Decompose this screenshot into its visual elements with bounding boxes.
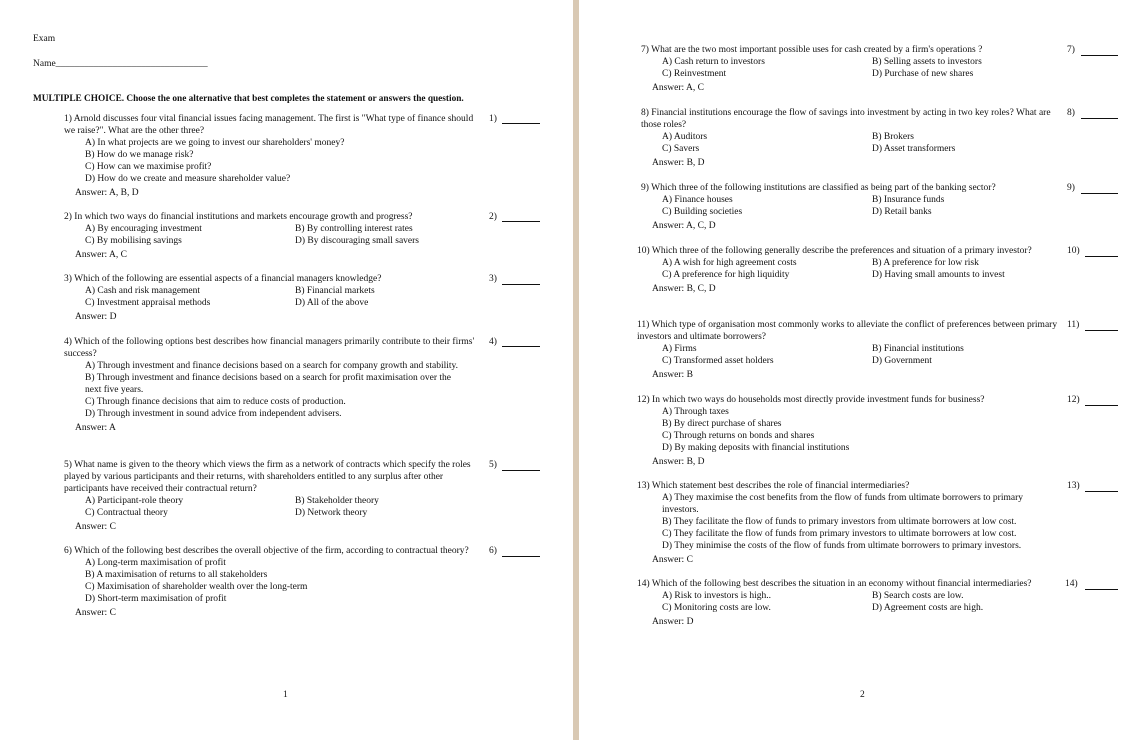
answer: Answer: D <box>75 312 117 322</box>
option-c: C) Building societies <box>662 207 743 217</box>
instructions: MULTIPLE CHOICE. Choose the one alternative that best completes the statement or answers the question. <box>33 94 464 104</box>
answer-blank[interactable] <box>1081 55 1118 56</box>
answer-blank[interactable] <box>502 556 540 557</box>
option-c: C) By mobilising savings <box>85 236 182 246</box>
answer-number: 10) <box>1067 246 1080 256</box>
question-9 <box>641 182 1061 232</box>
question-text: 8) Financial institutions encourage the flow of savings into investment by acting in two key roles? What are those roles? <box>641 108 1051 130</box>
question-14 <box>637 578 1061 628</box>
answer: Answer: C <box>75 608 116 618</box>
option-c: C) Reinvestment <box>662 69 727 79</box>
option-a: A) Risk to investors is high.. <box>662 591 771 601</box>
option-b: B) Through investment and finance decisions based on a search for profit maximisation over the next five years. <box>85 373 452 395</box>
answer-number: 1) <box>489 114 497 124</box>
option-b: B) Brokers <box>872 132 914 142</box>
answer: Answer: A, C <box>75 250 127 260</box>
question-text: 1) Arnold discusses four vital financial issues facing management. The first is "What type of finance should we raise?". What are the other three? <box>64 114 474 136</box>
option-c: C) They facilitate the flow of funds from primary investors to ultimate borrowers at low cost. <box>662 529 1017 539</box>
option-a: A) In what projects are we going to invest our shareholders' money? <box>85 138 345 148</box>
option-d: D) Retail banks <box>872 207 932 217</box>
option-b: B) By direct purchase of shares <box>662 419 782 429</box>
answer-blank[interactable] <box>1081 193 1118 194</box>
answer-blank[interactable] <box>1085 330 1118 331</box>
question-4 <box>64 336 476 434</box>
page-number: 1 <box>283 690 288 700</box>
option-b: B) A preference for low risk <box>872 258 979 268</box>
option-b: B) Insurance funds <box>872 195 945 205</box>
answer: Answer: B, C, D <box>652 284 716 294</box>
page-2 <box>579 0 1145 740</box>
answer-blank[interactable] <box>502 221 540 222</box>
answer-number: 2) <box>489 212 497 222</box>
answer: Answer: B <box>652 370 693 380</box>
option-d: D) Short-term maximisation of profit <box>85 594 227 604</box>
answer-number: 8) <box>1067 108 1075 118</box>
option-b: B) A maximisation of returns to all stakeholders <box>85 570 268 580</box>
option-a: A) Through investment and finance decisions based on a search for company growth and stability. <box>85 361 459 371</box>
answer-blank[interactable] <box>1085 589 1118 590</box>
question-13 <box>637 480 1061 566</box>
option-d: D) Agreement costs are high. <box>872 603 984 613</box>
option-d: D) Network theory <box>295 508 368 518</box>
option-a: A) Firms <box>662 344 697 354</box>
question-6 <box>64 545 476 619</box>
exam-title: Exam <box>33 34 56 44</box>
question-text: 7) What are the two most important possible uses for cash created by a firm's operations ? <box>641 45 983 55</box>
answer: Answer: A, C <box>652 83 704 93</box>
answer: Answer: A, C, D <box>652 221 716 231</box>
answer-number: 7) <box>1067 45 1075 55</box>
option-c: C) A preference for high liquidity <box>662 270 790 280</box>
option-b: B) Search costs are low. <box>872 591 964 601</box>
option-d: D) How do we create and measure shareholder value? <box>85 174 291 184</box>
question-text: 11) Which type of organisation most commonly works to alleviate the conflict of preferences between primary investors and ultimate borrowers? <box>637 320 1058 342</box>
option-d: D) By making deposits with financial institutions <box>662 443 850 453</box>
option-b: B) Stakeholder theory <box>295 496 379 506</box>
question-5 <box>64 459 476 533</box>
option-d: D) By discouraging small savers <box>295 236 420 246</box>
question-text: 12) In which two ways do households most directly provide investment funds for business? <box>637 395 985 405</box>
option-b: B) They facilitate the flow of funds to primary investors from ultimate borrowers at low cost. <box>662 517 1017 527</box>
option-c: C) Transformed asset holders <box>662 356 774 366</box>
question-text: 4) Which of the following options best describes how financial managers primarily contribute to their firms' success? <box>64 337 475 359</box>
answer-blank[interactable] <box>502 123 540 124</box>
option-c: C) Investment appraisal methods <box>85 298 211 308</box>
question-8 <box>641 107 1061 169</box>
option-d: D) Through investment in sound advice from independent advisers. <box>85 409 342 419</box>
answer-number: 13) <box>1067 481 1080 491</box>
answer: Answer: C <box>75 522 116 532</box>
option-c: C) Monitoring costs are low. <box>662 603 771 613</box>
question-text: 13) Which statement best describes the role of financial intermediaries? <box>637 481 910 491</box>
option-a: A) Auditors <box>662 132 708 142</box>
question-11 <box>637 319 1061 381</box>
option-a: A) Long-term maximisation of profit <box>85 558 226 568</box>
question-text: 6) Which of the following best describes the overall objective of the firm, according to contractual theory? <box>64 546 469 556</box>
option-d: D) Purchase of new shares <box>872 69 974 79</box>
answer-blank[interactable] <box>502 284 540 285</box>
option-c: C) Contractual theory <box>85 508 168 518</box>
question-12 <box>637 394 1061 468</box>
option-c: C) Savers <box>662 144 700 154</box>
option-a: A) Participant-role theory <box>85 496 184 506</box>
question-7 <box>641 44 1061 94</box>
option-a: A) Cash return to investors <box>662 57 765 67</box>
answer-number: 6) <box>489 546 497 556</box>
answer-blank[interactable] <box>502 470 540 471</box>
option-b: B) Financial institutions <box>872 344 964 354</box>
option-b: B) How do we manage risk? <box>85 150 194 160</box>
answer-blank[interactable] <box>1081 118 1118 119</box>
option-c: C) Through finance decisions that aim to reduce costs of production. <box>85 397 346 407</box>
option-d: D) Asset transformers <box>872 144 956 154</box>
answer-number: 4) <box>489 337 497 347</box>
option-a: A) They maximise the cost benefits from the flow of funds from ultimate borrowers to primary investors. <box>662 493 1023 515</box>
answer-number: 3) <box>489 274 497 284</box>
option-a: A) Finance houses <box>662 195 733 205</box>
answer-number: 14) <box>1065 579 1078 589</box>
name-field[interactable]: Name________________________________ <box>33 59 208 69</box>
option-d: D) All of the above <box>295 298 369 308</box>
option-a: A) Through taxes <box>662 407 729 417</box>
question-1 <box>64 113 476 199</box>
option-c: C) Maximisation of shareholder wealth over the long-term <box>85 582 308 592</box>
answer-blank[interactable] <box>502 346 540 347</box>
answer-blank[interactable] <box>1085 256 1118 257</box>
option-d: D) Government <box>872 356 932 366</box>
answer: Answer: B, D <box>652 457 705 467</box>
option-b: B) Financial markets <box>295 286 375 296</box>
option-d: D) Having small amounts to invest <box>872 270 1005 280</box>
option-a: A) A wish for high agreement costs <box>662 258 797 268</box>
answer: Answer: A <box>75 423 116 433</box>
answer-number: 12) <box>1067 395 1080 405</box>
answer: Answer: D <box>652 617 694 627</box>
page-number: 2 <box>860 690 865 700</box>
question-text: 10) Which three of the following generally describe the preferences and situation of a primary investor? <box>637 246 1032 256</box>
option-a: A) Cash and risk management <box>85 286 201 296</box>
option-d: D) They minimise the costs of the flow of funds from ultimate borrowers to primary investors. <box>662 541 1022 551</box>
question-2 <box>64 211 476 261</box>
option-b: B) By controlling interest rates <box>295 224 413 234</box>
option-b: B) Selling assets to investors <box>872 57 982 67</box>
question-text: 14) Which of the following best describes the situation in an economy without financial intermediaries? <box>637 579 1032 589</box>
option-c: C) How can we maximise profit? <box>85 162 212 172</box>
answer-blank[interactable] <box>1085 491 1118 492</box>
answer: Answer: C <box>652 555 693 565</box>
answer-number: 11) <box>1067 320 1080 330</box>
question-text: 5) What name is given to the theory which views the firm as a network of contracts which specify the roles played by various participants and their returns, with shareholders entitled to any surplus after other participants have received their contractual return? <box>64 460 471 494</box>
option-a: A) By encouraging investment <box>85 224 202 234</box>
answer-blank[interactable] <box>1085 405 1118 406</box>
question-text: 9) Which three of the following institutions are classified as being part of the banking sector? <box>641 183 996 193</box>
question-3 <box>64 273 476 323</box>
question-10 <box>637 245 1061 295</box>
question-text: 2) In which two ways do financial institutions and markets encourage growth and progress? <box>64 212 413 222</box>
answer-number: 9) <box>1067 183 1075 193</box>
answer: Answer: A, B, D <box>75 188 139 198</box>
option-c: C) Through returns on bonds and shares <box>662 431 815 441</box>
answer: Answer: B, D <box>652 158 705 168</box>
answer-number: 5) <box>489 460 497 470</box>
question-text: 3) Which of the following are essential aspects of a financial managers knowledge? <box>64 274 382 284</box>
